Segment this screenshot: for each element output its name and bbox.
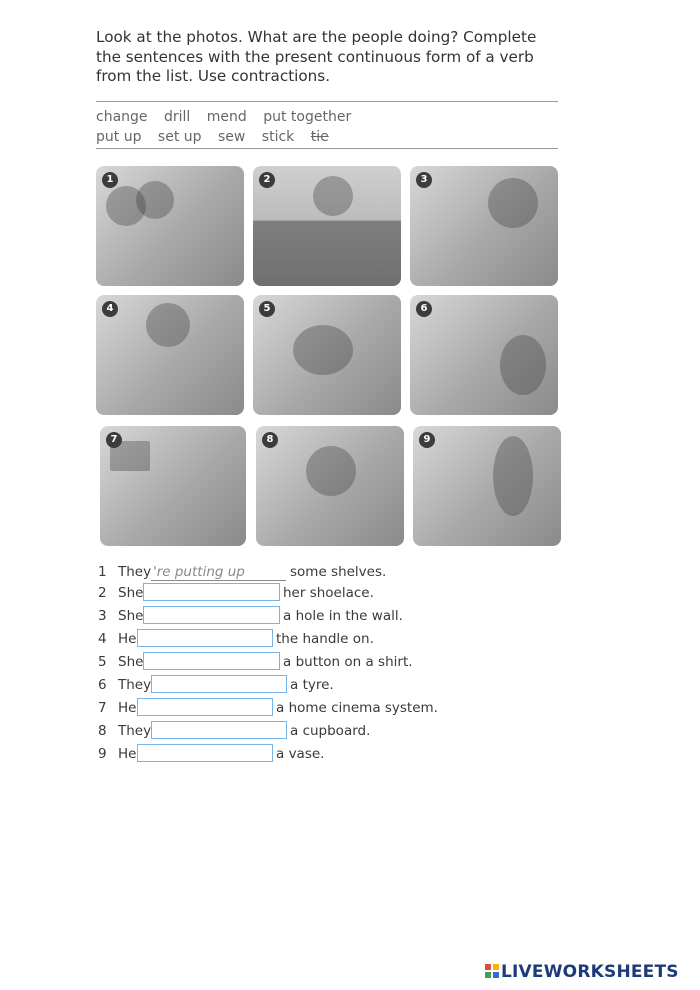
sentence-subject: He <box>118 631 137 647</box>
word-bank-item: put together <box>263 109 352 125</box>
word-bank-item: mend <box>206 109 247 125</box>
answer-input-2[interactable] <box>143 583 280 601</box>
word-bank-row-2 <box>96 127 556 147</box>
word-bank <box>96 107 556 147</box>
photo-number-badge: 4 <box>102 301 118 317</box>
sentence-number: 9 <box>98 746 107 762</box>
answer-input-9[interactable] <box>137 744 273 762</box>
photo-number-badge: 3 <box>416 172 432 188</box>
sentence-row-5 <box>96 652 446 672</box>
sentence-subject: He <box>118 700 137 716</box>
photo-number-badge: 7 <box>106 432 122 448</box>
word-bank-top-rule <box>96 101 558 102</box>
sentence-number: 6 <box>98 677 107 693</box>
sentence-row-9 <box>96 744 446 764</box>
word-bank-item: drill <box>163 109 191 125</box>
word-bank-item: stick <box>261 129 295 145</box>
sentence-rest: some shelves. <box>290 564 387 580</box>
example-answer: 're putting up <box>151 564 286 581</box>
photo-3 <box>410 166 558 286</box>
sentence-rest: a button on a shirt. <box>283 654 413 670</box>
answer-input-6[interactable] <box>151 675 287 693</box>
sentence-row-1 <box>96 562 396 582</box>
sentence-subject: He <box>118 746 137 762</box>
sentence-row-4 <box>96 629 446 649</box>
answer-input-7[interactable] <box>137 698 273 716</box>
photo-5 <box>253 295 401 415</box>
photo-2 <box>253 166 401 286</box>
sentence-subject: They <box>118 677 152 693</box>
liveworksheets-brand <box>485 962 679 982</box>
sentence-rest: a tyre. <box>290 677 334 693</box>
word-bank-item: sew <box>217 129 246 145</box>
sentence-subject: She <box>118 608 144 624</box>
sentence-number: 2 <box>98 585 107 601</box>
sentence-subject: She <box>118 654 144 670</box>
brand-name: LIVEWORKSHEETS <box>501 962 679 982</box>
sentence-rest: the handle on. <box>276 631 374 647</box>
photo-6 <box>410 295 558 415</box>
sentence-row-3 <box>96 606 446 626</box>
photo-number-badge: 5 <box>259 301 275 317</box>
sentence-row-8 <box>96 721 446 741</box>
sentence-rest: a vase. <box>276 746 325 762</box>
photo-number-badge: 1 <box>102 172 118 188</box>
answer-input-8[interactable] <box>151 721 287 739</box>
sentence-rest: a cupboard. <box>290 723 371 739</box>
sentence-row-7 <box>96 698 456 718</box>
sentence-number: 7 <box>98 700 107 716</box>
word-bank-row-1 <box>96 107 556 127</box>
photo-number-badge: 9 <box>419 432 435 448</box>
sentence-rest: a home cinema system. <box>276 700 438 716</box>
liveworksheets-logo-icon <box>485 964 499 978</box>
photo-number-badge: 8 <box>262 432 278 448</box>
photo-number-badge: 6 <box>416 301 432 317</box>
sentence-number: 8 <box>98 723 107 739</box>
answer-input-4[interactable] <box>137 629 273 647</box>
sentence-row-2 <box>96 583 446 603</box>
photo-8 <box>256 426 404 546</box>
sentence-subject: They <box>118 564 152 580</box>
photo-9 <box>413 426 561 546</box>
word-bank-item: set up <box>157 129 202 145</box>
word-bank-bottom-rule <box>96 148 558 149</box>
sentence-number: 1 <box>98 564 107 580</box>
photo-4 <box>96 295 244 415</box>
instructions: Look at the photos. What are the people doing? Complete the sentences with the present continuous form of a verb from the list. Use contractions. <box>96 28 537 85</box>
photo-number-badge: 2 <box>259 172 275 188</box>
photo-7 <box>100 426 246 546</box>
sentence-rest: her shoelace. <box>283 585 374 601</box>
answer-input-5[interactable] <box>143 652 280 670</box>
sentence-number: 5 <box>98 654 107 670</box>
sentence-row-6 <box>96 675 446 695</box>
word-bank-item: put up <box>96 129 142 145</box>
sentence-subject: She <box>118 585 144 601</box>
photo-1 <box>96 166 244 286</box>
answer-input-3[interactable] <box>143 606 280 624</box>
word-bank-item-crossed: tie <box>310 129 329 145</box>
sentence-number: 3 <box>98 608 107 624</box>
sentence-number: 4 <box>98 631 107 647</box>
sentence-subject: They <box>118 723 152 739</box>
sentence-rest: a hole in the wall. <box>283 608 403 624</box>
word-bank-item: change <box>96 109 148 125</box>
